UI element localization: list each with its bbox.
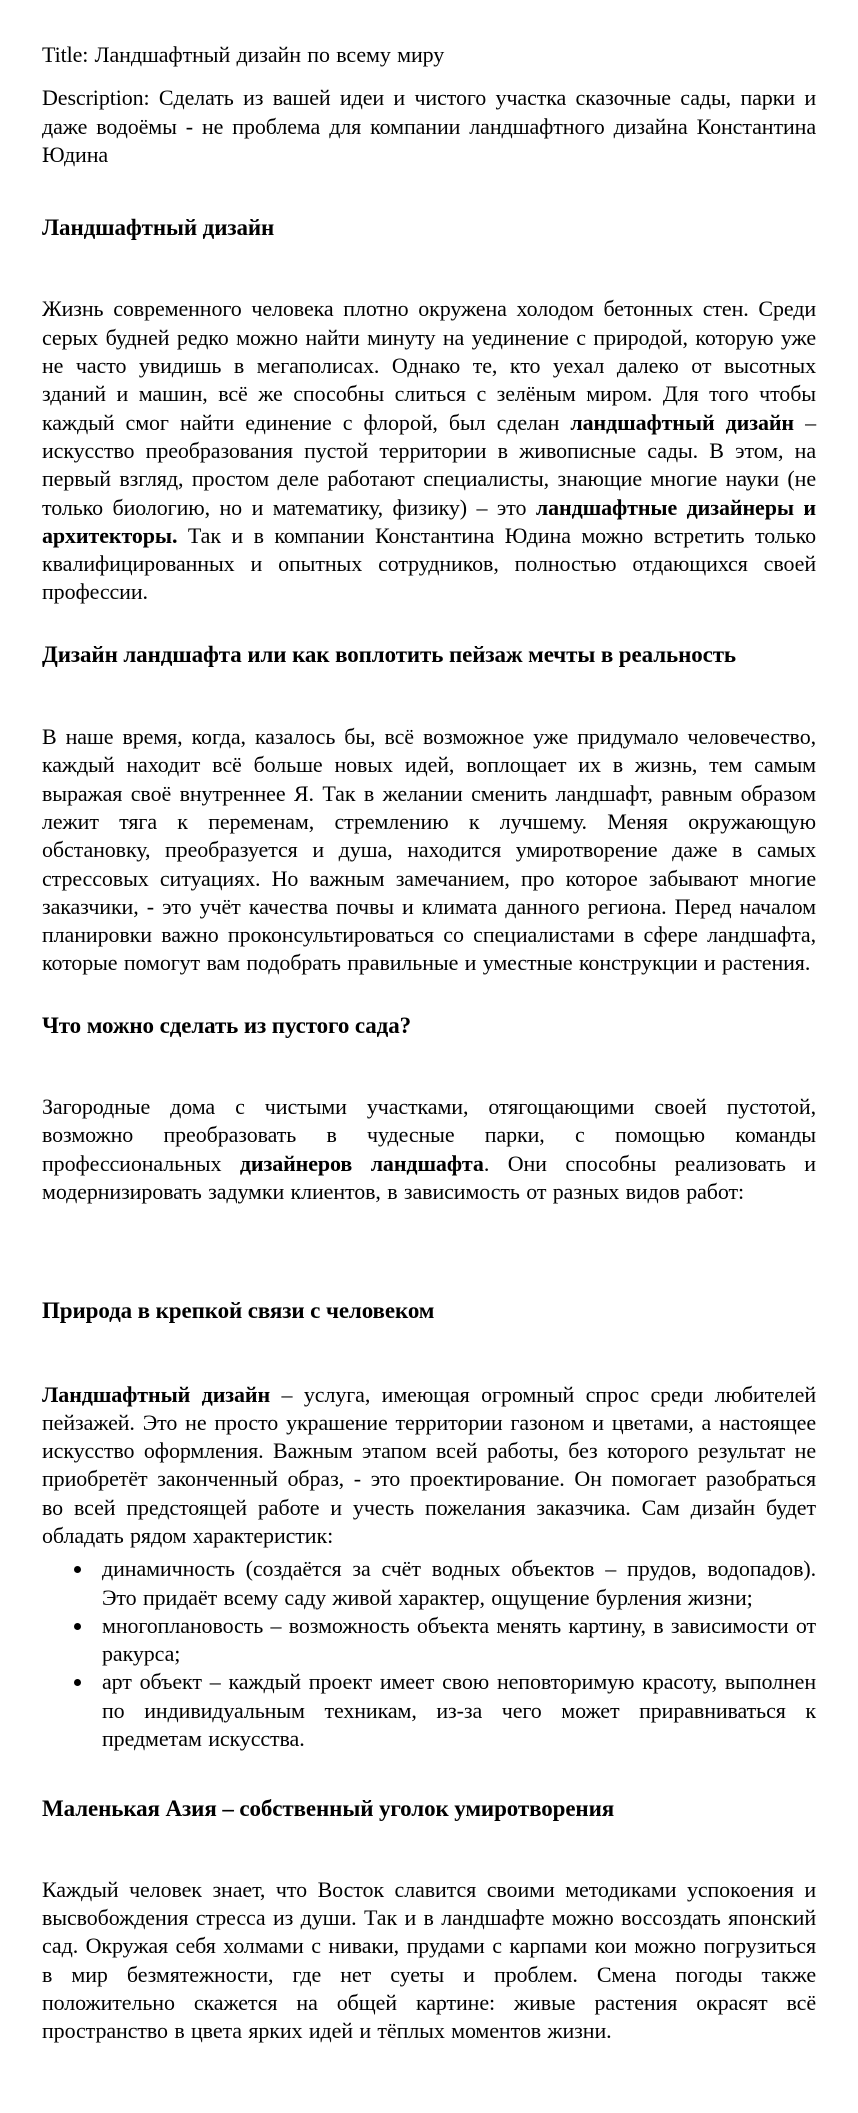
inline-bold-landscape-design-service: Ландшафтный дизайн (42, 1381, 271, 1407)
list-item-art-object: арт объект – каждый проект имеет свою неповторимую красоту, выполнен по индивидуальным техникам, из-за чего может приравниваться к предметам искусства. (42, 1668, 816, 1753)
paragraph-little-asia: Каждый человек знает, что Восток славится своими методиками успокоения и высвобождения стресса из души. Так и в ландшафте можно воссоздать японский сад. Окружая себя холмами с ниваки, прудами с карпами кои можно погрузиться в мир безмятежности, где нет суеты и проблем. Смена погоды также положительно скажется на общей картине: живые растения окрасят всё пространство в цвета ярких идей и тёплых моментов жизни. (42, 1876, 816, 2044)
paragraph-empty-garden-text: . Они способны реализовать и модернизировать задумки клиентов, в зависимость от разных видов работ: (42, 1150, 816, 1204)
inline-bold-landscape-designers: дизайнеров ландшафта (239, 1150, 484, 1176)
section-heading-landscape-design: Ландшафтный дизайн (42, 215, 275, 241)
section-heading-nature-human: Природа в крепкой связи с человеком (42, 1298, 435, 1324)
paragraph-nature-human (42, 1381, 816, 1551)
inline-bold-landscape-design: ландшафтный дизайн (570, 409, 794, 435)
paragraph-empty-garden (42, 1093, 816, 1206)
section-heading-dream-landscape: Дизайн ландшафта или как воплотить пейзаж мечты в реальность (42, 641, 736, 667)
paragraph-intro-text: Так и в компании Константина Юдина можно встретить только квалифицированных и опытных сотрудников, полностью отдающихся своей профессии. (42, 522, 816, 605)
section-heading-little-asia: Маленькая Азия – собственный уголок умиротворения (42, 1796, 615, 1822)
meta-description: Description: Сделать из вашей идеи и чистого участка сказочные сады, парки и даже водоёмы - не проблема для компании ландшафтного дизайна Константина Юдина (42, 85, 816, 167)
inline-bold-designers-architects: ландшафтные дизайнеры и архитекторы. (42, 494, 817, 548)
paragraph-nature-human-text: – услуга, имеющая огромный спрос среди любителей пейзажей. Это не просто украшение территории газоном и цветами, а настоящее искусство оформления. Важным этапом всей работы, без которого результат не приобретёт законченный образ, - это проектирование. Он помогает разобраться во всей предстоящей работе и учесть пожелания заказчика. Сам дизайн будет обладать рядом характеристик: (42, 1381, 816, 1548)
paragraph-dream-landscape: В наше время, когда, казалось бы, всё возможное уже придумало человечество, каждый находит всё больше новых идей, воплощает их в жизнь, тем самым выражая своё внутреннее Я. Так в желании сменить ландшафт, равным образом лежит тяга к переменам, стремлению к лучшему. Меняя окружающую обстановку, преобразуется и душа, находится умиротворение даже в самых стрессовых ситуациях. Но важным замечанием, про которое забывают многие заказчики, - это учёт качества почвы и климата данного региона. Перед началом планировки важно проконсультироваться со специалистами в сфере ландшафта, которые помогут вам подобрать правильные и уместные конструкции и растения. (42, 724, 816, 976)
paragraph-empty-garden-text: Загородные дома с чистыми участками, отягощающими своей пустотой, возможно преобразовать в чудесные парки, с помощью команды профессиональных (42, 1094, 816, 1176)
meta-title: Title: Ландшафтный дизайн по всему миру (42, 42, 445, 67)
features-list (42, 1555, 816, 1753)
list-item-multiplane: многоплановость – возможность объекта менять картину, в зависимости от ракурса; (42, 1612, 816, 1669)
paragraph-intro-text: – искусство преобразования пустой территории в живописные сады. В этом, на первый взгляд, простом деле работают специалисты, знающие многие науки (не только биологию, но и математику, физику) – это (42, 409, 816, 520)
section-heading-empty-garden: Что можно сделать из пустого сада? (42, 1012, 412, 1038)
paragraph-intro (42, 295, 816, 606)
list-item-dynamism: динамичность (создаётся за счёт водных объектов – прудов, водопадов). Это придаёт всему саду живой характер, ощущение бурления жизни; (42, 1555, 816, 1612)
paragraph-intro-text: Жизнь современного человека плотно окружена холодом бетонных стен. Среди серых будней редко можно найти минуту на уединение с природой, которую уже не часто увидишь в мегаполисах. Однако те, кто уехал далеко от высотных зданий и машин, всё же способны слиться с зелёным миром. Для того чтобы каждый смог найти единение с флорой, был сделан (42, 296, 816, 435)
